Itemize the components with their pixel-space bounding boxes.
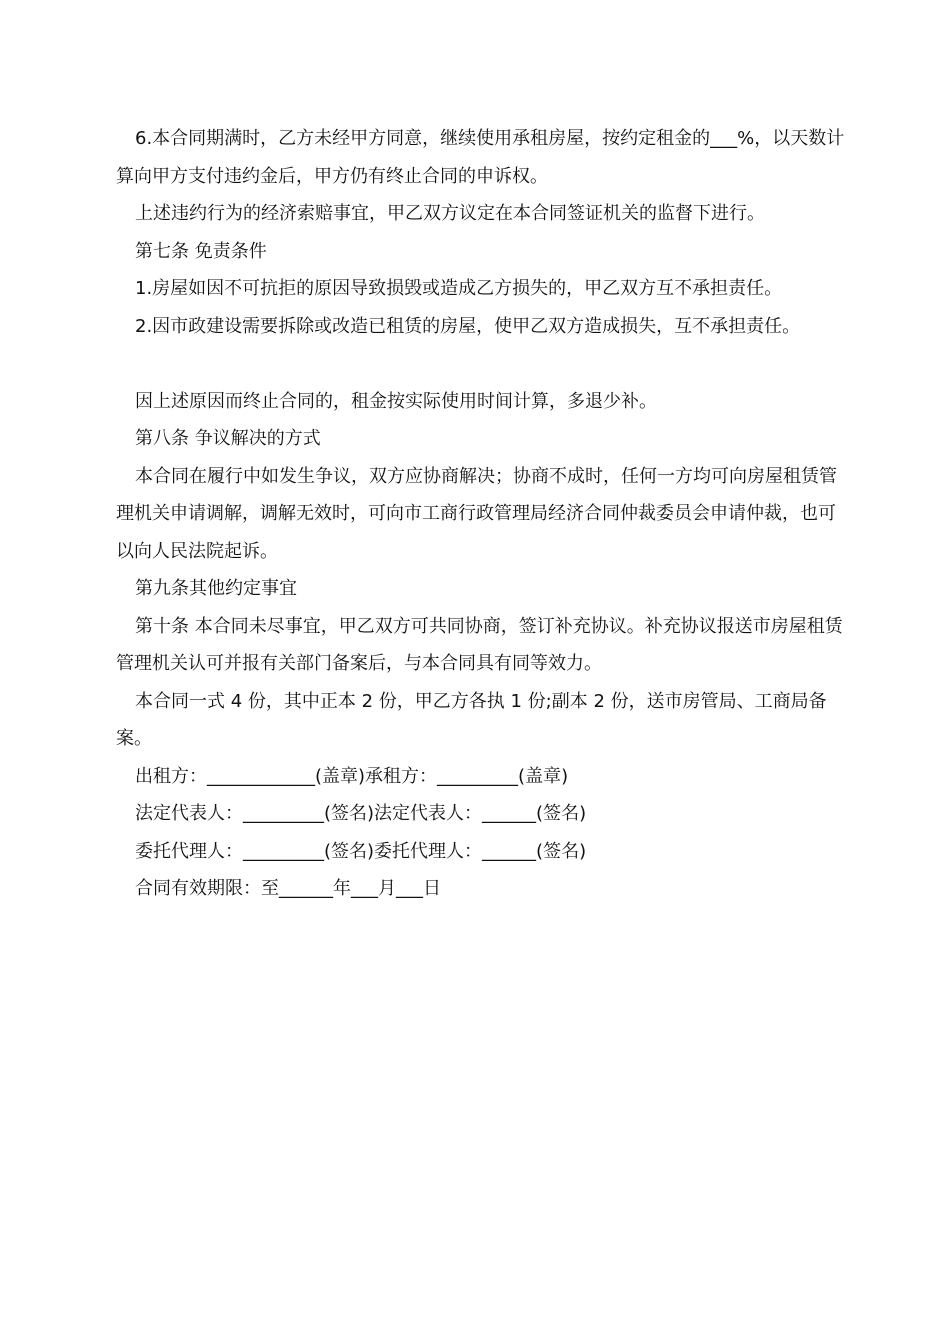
dispute-resolution-paragraph: 本合同在履行中如发生争议，双方应协商解决；协商不成时，任何一方均可向房屋租赁管理机关申请调解，调解无效时，可向市工商行政管理局经济合同仲裁委员会申请仲裁，也可以向人民法院起诉。 (116, 465, 837, 562)
article-9-heading: 第九条其他约定事宜 (135, 578, 297, 599)
article-8-heading: 第八条 争议解决的方式 (135, 428, 321, 449)
article-10-paragraph: 第十条 本合同未尽事宜，甲乙双方可共同协商，签订补充协议。补充协议报送市房屋租赁管理机关认可并报有关部门备案后，与本合同具有同等效力。 (116, 615, 843, 674)
breach-compensation-paragraph: 上述违约行为的经济索赔事宜，甲乙双方议定在本合同签证机关的监督下进行。 (135, 203, 765, 224)
exemption-item-2: 2.因市政建设需要拆除或改造已租赁的房屋，使甲乙双方造成损失，互不承担责任。 (135, 315, 801, 337)
exemption-item-1: 1.房屋如因不可抗拒的原因导致损毁或造成乙方损失的，甲乙双方互不承担责任。 (135, 278, 783, 299)
termination-rent-paragraph: 因上述原因而终止合同的，租金按实际使用时间计算，多退少补。 (135, 390, 657, 412)
legal-representative-line: 法定代表人：_________(签名)法定代表人：______(签名) (135, 803, 587, 824)
copies-paragraph: 本合同一式 4 份，其中正本 2 份，甲乙方各执 1 份;副本 2 份，送市房管局、工商局备案。 (116, 690, 827, 749)
authorized-agent-line: 委托代理人：_________(签名)委托代理人：______(签名) (135, 840, 587, 862)
contract-validity-line: 合同有效期限：至______年___月___日 (135, 878, 441, 899)
blank-line (116, 345, 846, 383)
lessor-lessee-signature-line: 出租方：____________(盖章)承租方：_________(盖章) (135, 765, 569, 787)
clause-6-paragraph: 6.本合同期满时，乙方未经甲方同意，继续使用承租房屋，按约定租金的___%，以天数计算向甲方支付违约金后，甲方仍有终止合同的申诉权。 (116, 128, 845, 187)
document-body (116, 120, 846, 908)
article-7-heading: 第七条 免责条件 (135, 240, 267, 262)
